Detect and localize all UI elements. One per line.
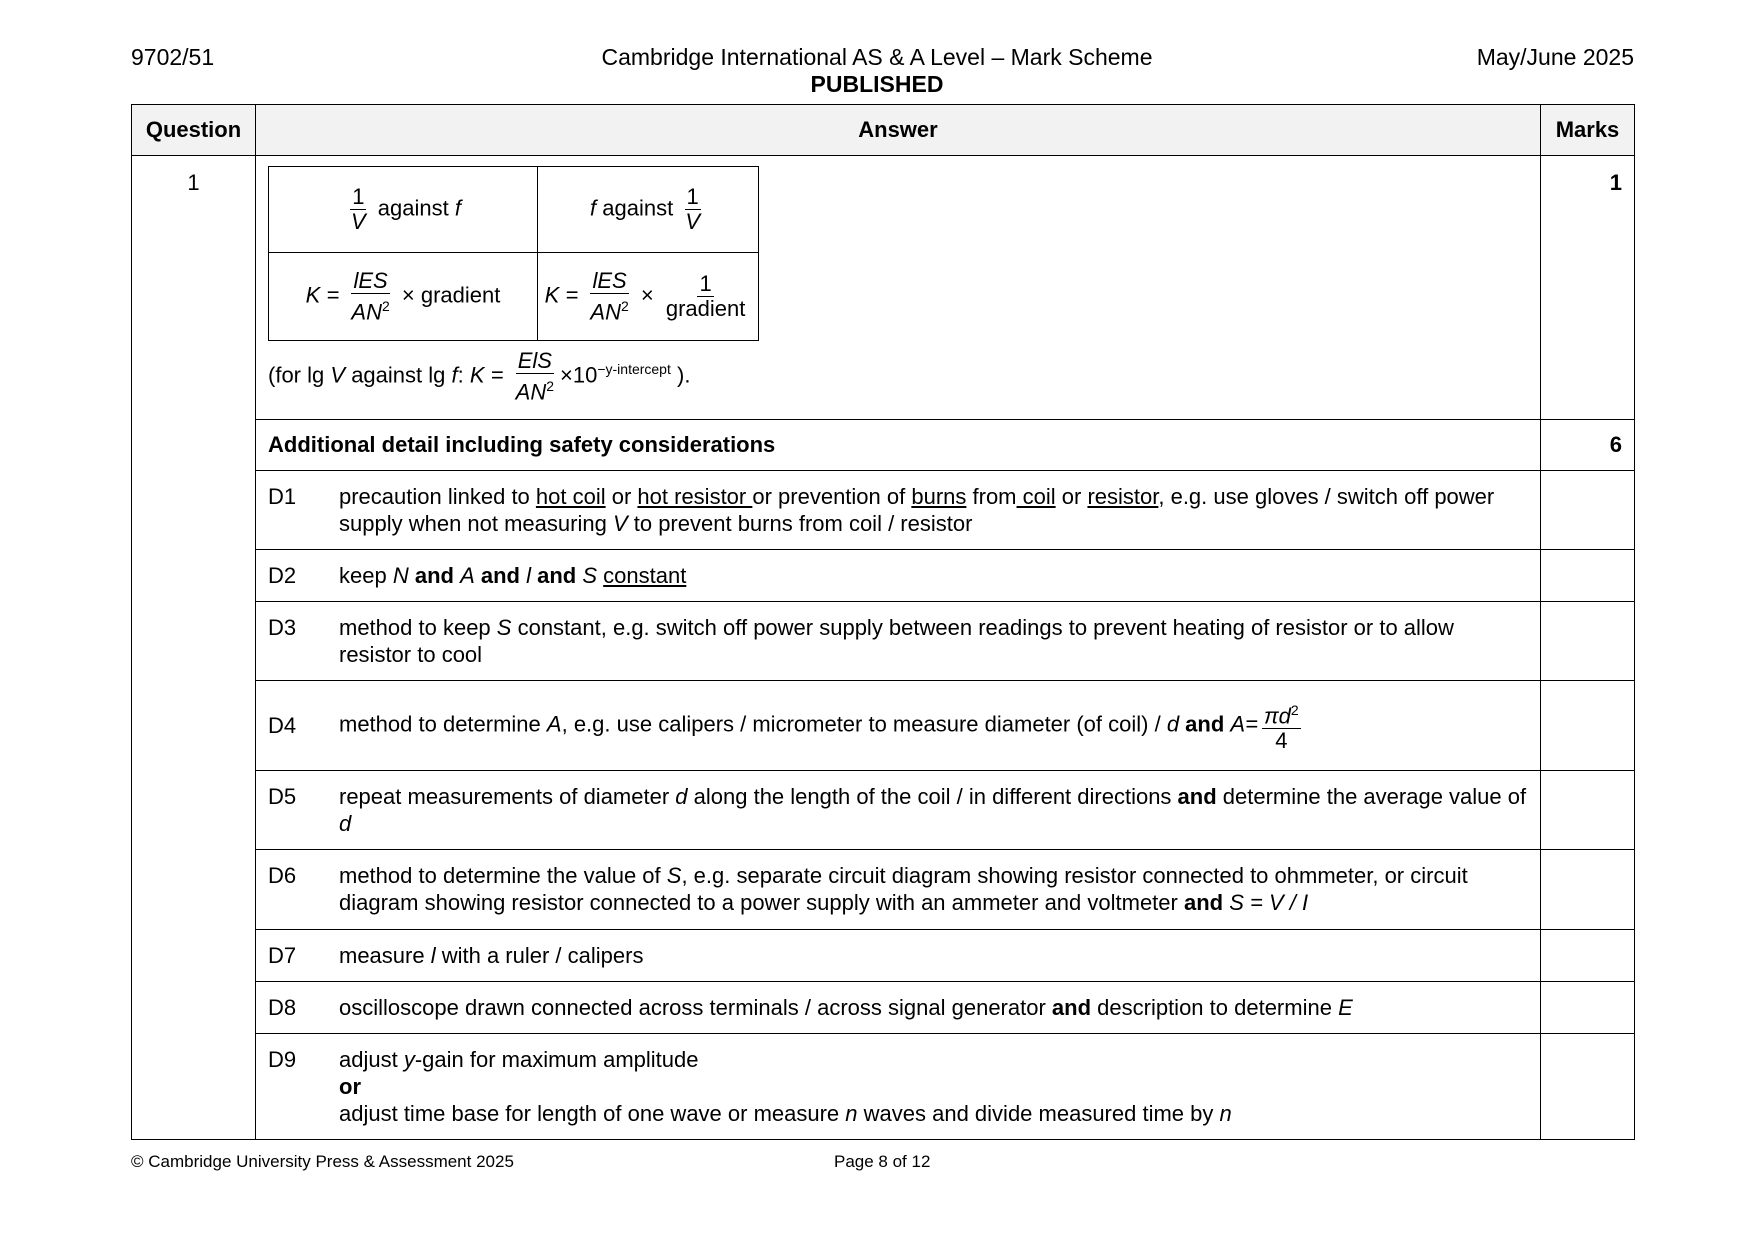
marks-cell xyxy=(1541,982,1635,1034)
point-text: method to determine the value of S, e.g. separate circuit diagram showing resistor connected to ohmmeter, or circuit diagram showing resistor connected to a power supply with an ammeter and voltmeter and S = V / I xyxy=(339,863,1468,915)
marking-point-d5 xyxy=(132,771,1635,850)
published-label: PUBLISHED xyxy=(810,71,944,97)
marking-point-d7 xyxy=(132,930,1635,982)
graph-mark: 1 xyxy=(1541,156,1635,420)
paper-code: 9702/51 xyxy=(131,44,215,70)
point-text: repeat measurements of diameter d along the length of the coil / in different directions and determine the average value of d xyxy=(339,784,1527,836)
point-text: adjust y-gain for maximum amplitude or adjust time base for length of one wave or measure n waves and divide measured time by n xyxy=(339,1047,1232,1126)
marks-cell xyxy=(1541,550,1635,602)
point-text: measure l with a ruler / calipers xyxy=(339,943,644,968)
marks-header: Marks xyxy=(1541,105,1635,156)
point-code: D2 xyxy=(268,563,297,588)
option-1-heading: $\frac{1}{V}$ against f xyxy=(269,167,538,253)
marking-point-d8 xyxy=(132,982,1635,1034)
marking-point-d4 xyxy=(132,681,1635,771)
point-code: D4 xyxy=(268,712,297,738)
table-header-row xyxy=(132,105,1635,156)
marks-cell xyxy=(1541,930,1635,982)
marks-cell xyxy=(1541,471,1635,550)
point-code: D8 xyxy=(268,995,297,1020)
marks-cell xyxy=(1541,850,1635,930)
exam-session: May/June 2025 xyxy=(1476,44,1634,70)
copyright-notice: © Cambridge University Press & Assessment 2025 xyxy=(131,1152,514,1171)
marking-point-d9 xyxy=(132,1034,1635,1140)
point-text: precaution linked to hot coil or hot resistor or prevention of burns from coil or resistor, e.g. use gloves / switch off power supply when not measuring V to prevent burns from coil / resistor xyxy=(339,484,1495,536)
point-text: method to keep S constant, e.g. switch off power supply between readings to prevent heating of resistor or to allow resistor to cool xyxy=(339,615,1454,667)
graph-answer-cell xyxy=(256,156,1541,420)
option-1-k-formula: K = $\frac{\text{lES}}{AN^2}$ × gradient xyxy=(269,253,538,341)
lg-graph-note: (for lg V against lg f: K = $\frac{\text{ElS}}{AN^2}$ $\times 10^{-y-intercept}$ ). xyxy=(268,348,691,405)
mark-scheme-table xyxy=(131,104,1635,1140)
point-code: D3 xyxy=(268,615,297,640)
additional-detail-row xyxy=(132,420,1635,471)
graph-row xyxy=(132,156,1635,420)
marking-point-d6 xyxy=(132,850,1635,930)
mark-scheme-title: Cambridge International AS & A Level – Mark Scheme xyxy=(601,44,1153,70)
graph-options-table xyxy=(268,166,759,341)
question-header: Question xyxy=(132,105,256,156)
page-number: Page 8 of 12 xyxy=(834,1152,931,1171)
point-code: D9 xyxy=(268,1047,297,1072)
question-number: 1 xyxy=(132,156,256,1140)
marks-cell xyxy=(1541,681,1635,771)
point-code: D1 xyxy=(268,484,297,509)
marks-cell xyxy=(1541,1034,1635,1140)
marking-point-d1 xyxy=(132,471,1635,550)
marks-cell xyxy=(1541,771,1635,850)
point-text: keep N and A and l and S constant xyxy=(339,563,687,588)
point-text: method to determine A, e.g. use calipers / micrometer to measure diameter (of coil) / d and A= $\frac{\pi d^2}{4}$ xyxy=(339,698,1528,753)
option-2-k-formula: K = $\frac{\text{lES}}{AN^2}$ × $\frac{1}{\text{gradient}}$ xyxy=(538,253,759,341)
marking-point-d2 xyxy=(132,550,1635,602)
answer-header: Answer xyxy=(256,105,1541,156)
point-code: D7 xyxy=(268,943,297,968)
point-code: D5 xyxy=(268,784,297,809)
point-code: D6 xyxy=(268,863,297,888)
additional-detail-mark: 6 xyxy=(1541,420,1635,471)
additional-detail-heading: Additional detail including safety considerations xyxy=(256,420,1541,471)
one-over-v-fraction-2: $\frac{1}{V}$ xyxy=(685,184,700,234)
one-over-v-fraction: $\frac{1}{V}$ xyxy=(350,184,366,234)
option-2-heading: f against $\frac{1}{V}$ xyxy=(538,167,759,253)
point-text: oscilloscope drawn connected across terminals / across signal generator and description to determine E xyxy=(339,995,1353,1020)
marking-point-d3 xyxy=(132,602,1635,681)
area-formula-fraction: $\frac{\pi d^2}{4}$ xyxy=(1262,698,1301,753)
marks-cell xyxy=(1541,602,1635,681)
